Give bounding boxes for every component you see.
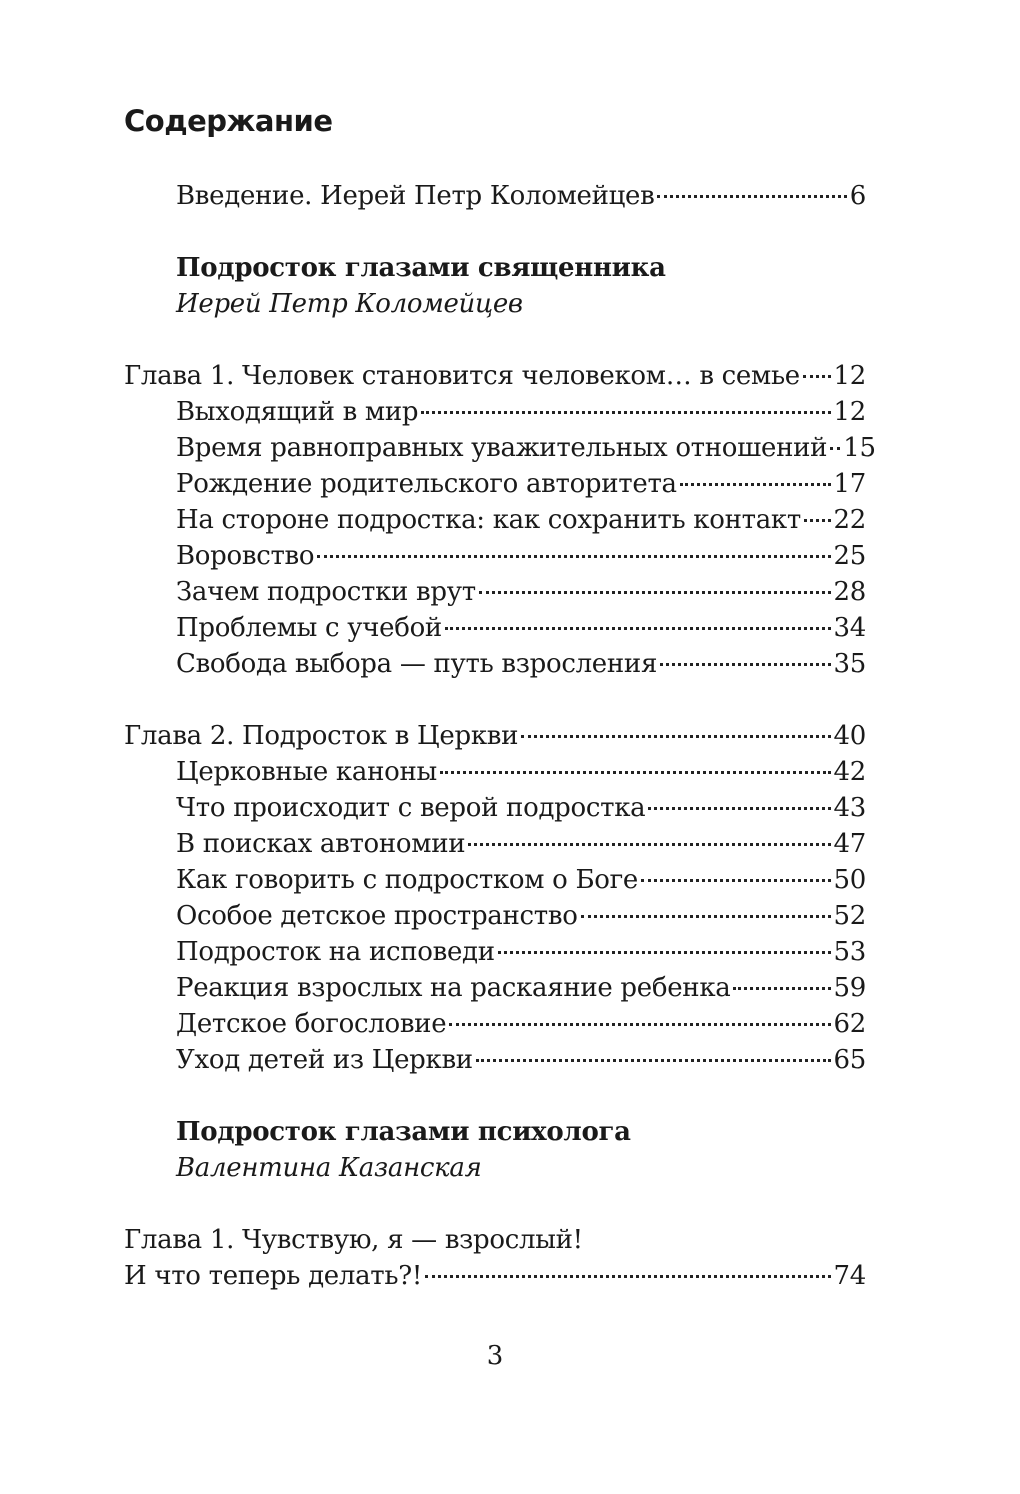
toc-entry — [176, 754, 866, 790]
dot-leader — [498, 951, 831, 954]
toc-entry-title: Особое детское пространство — [176, 901, 578, 931]
toc-entry-page: 47 — [833, 829, 866, 859]
toc-entry — [176, 394, 866, 430]
toc-entry-title: И что теперь делать?! — [124, 1261, 423, 1291]
dot-leader — [449, 1023, 830, 1026]
dot-leader — [445, 627, 831, 630]
toc-entry-page: 52 — [833, 901, 866, 931]
toc-entry — [176, 574, 866, 610]
toc-entry — [176, 1006, 866, 1042]
toc-entry-page: 12 — [833, 397, 866, 427]
toc-entry-page: 35 — [833, 649, 866, 679]
toc-entry — [176, 538, 866, 574]
dot-leader — [804, 519, 831, 522]
toc-entry-title: Проблемы с учебой — [176, 613, 442, 643]
toc-entry-page: 43 — [833, 793, 866, 823]
toc-entry-intro — [176, 178, 866, 214]
toc-entry-page: 12 — [833, 361, 866, 391]
dot-leader — [803, 375, 831, 378]
toc-entry-page: 50 — [833, 865, 866, 895]
part2-title: Подросток глазами психолога — [176, 1117, 631, 1147]
toc-entry-title: Как говорить с подростком о Боге — [176, 865, 639, 895]
dot-leader — [521, 735, 830, 738]
toc-entry-page: 74 — [833, 1261, 866, 1291]
toc-entry-title: Выходящий в мир — [176, 397, 419, 427]
toc-entry-page: 25 — [833, 541, 866, 571]
toc-entry-page: 59 — [833, 973, 866, 1003]
toc-chapter-2 — [124, 718, 866, 754]
dot-leader — [830, 447, 840, 450]
toc-entry-title: Воровство — [176, 541, 315, 571]
toc-entry-page: 6 — [849, 181, 866, 211]
toc-entry-page: 22 — [833, 505, 866, 535]
toc-entry — [176, 466, 866, 502]
dot-leader — [657, 195, 846, 198]
toc-entry — [176, 970, 866, 1006]
toc-chapter-1 — [124, 358, 866, 394]
toc-entry-page: 15 — [843, 433, 876, 463]
toc-entry — [176, 646, 866, 682]
dot-leader — [581, 915, 831, 918]
toc-entry — [176, 862, 866, 898]
dot-leader — [425, 1275, 830, 1278]
toc-entry-title: Церковные каноны — [176, 757, 437, 787]
toc-entry — [176, 610, 866, 646]
toc-entry-title: Глава 2. Подросток в Церкви — [124, 721, 519, 751]
toc-entry-title: Зачем подростки врут — [176, 577, 476, 607]
dot-leader — [660, 663, 830, 666]
toc-entry-title: Детское богословие — [176, 1009, 447, 1039]
dot-leader — [468, 843, 830, 846]
toc-chapter-psych-1 — [124, 1258, 866, 1294]
toc-entry — [176, 430, 876, 466]
toc-entry-title: Свобода выбора — путь взросления — [176, 649, 658, 679]
toc-entry-title: Глава 1. Человек становится человеком… в семье — [124, 361, 800, 391]
toc-entry — [176, 934, 866, 970]
toc-entry-title: Подросток на исповеди — [176, 937, 495, 967]
dot-leader — [440, 771, 831, 774]
toc-entry-page: 28 — [833, 577, 866, 607]
part2-author: Валентина Казанская — [176, 1153, 482, 1183]
toc-entry-page: 65 — [833, 1045, 866, 1075]
dot-leader — [733, 987, 830, 990]
dot-leader — [476, 1059, 831, 1062]
toc-entry-title: Рождение родительского авторитета — [176, 469, 677, 499]
toc-entry — [176, 898, 866, 934]
toc-entry-page: 17 — [833, 469, 866, 499]
part1-author: Иерей Петр Коломейцев — [176, 289, 523, 319]
page-number: 3 — [486, 1341, 504, 1371]
dot-leader — [641, 879, 830, 882]
toc-entry-page: 40 — [833, 721, 866, 751]
toc-entry-title: На стороне подростка: как сохранить контакт — [176, 505, 801, 535]
toc-entry-title: Введение. Иерей Петр Коломейцев — [176, 181, 655, 211]
dot-leader — [421, 411, 830, 414]
part1-title: Подросток глазами священника — [176, 253, 666, 283]
toc-entry-page: 53 — [833, 937, 866, 967]
toc-entry — [176, 502, 866, 538]
toc-entry-page: 34 — [833, 613, 866, 643]
dot-leader — [479, 591, 831, 594]
toc-entry-title: Что происходит с верой подростка — [176, 793, 646, 823]
toc-entry-title: В поисках автономии — [176, 829, 466, 859]
dot-leader — [317, 555, 830, 558]
toc-heading: Содержание — [124, 104, 333, 138]
toc-entry-title: Уход детей из Церкви — [176, 1045, 473, 1075]
toc-entry-page: 62 — [833, 1009, 866, 1039]
toc-entry-page: 42 — [833, 757, 866, 787]
dot-leader — [680, 483, 831, 486]
toc-entry-title: Реакция взрослых на раскаяние ребенка — [176, 973, 731, 1003]
dot-leader — [648, 807, 830, 810]
toc-entry — [176, 790, 866, 826]
toc-entry-title: Время равноправных уважительных отношений — [176, 433, 828, 463]
toc-chapter-title-line1: Глава 1. Чувствую, я — взрослый! — [124, 1225, 583, 1255]
toc-entry — [176, 1042, 866, 1078]
toc-entry — [176, 826, 866, 862]
